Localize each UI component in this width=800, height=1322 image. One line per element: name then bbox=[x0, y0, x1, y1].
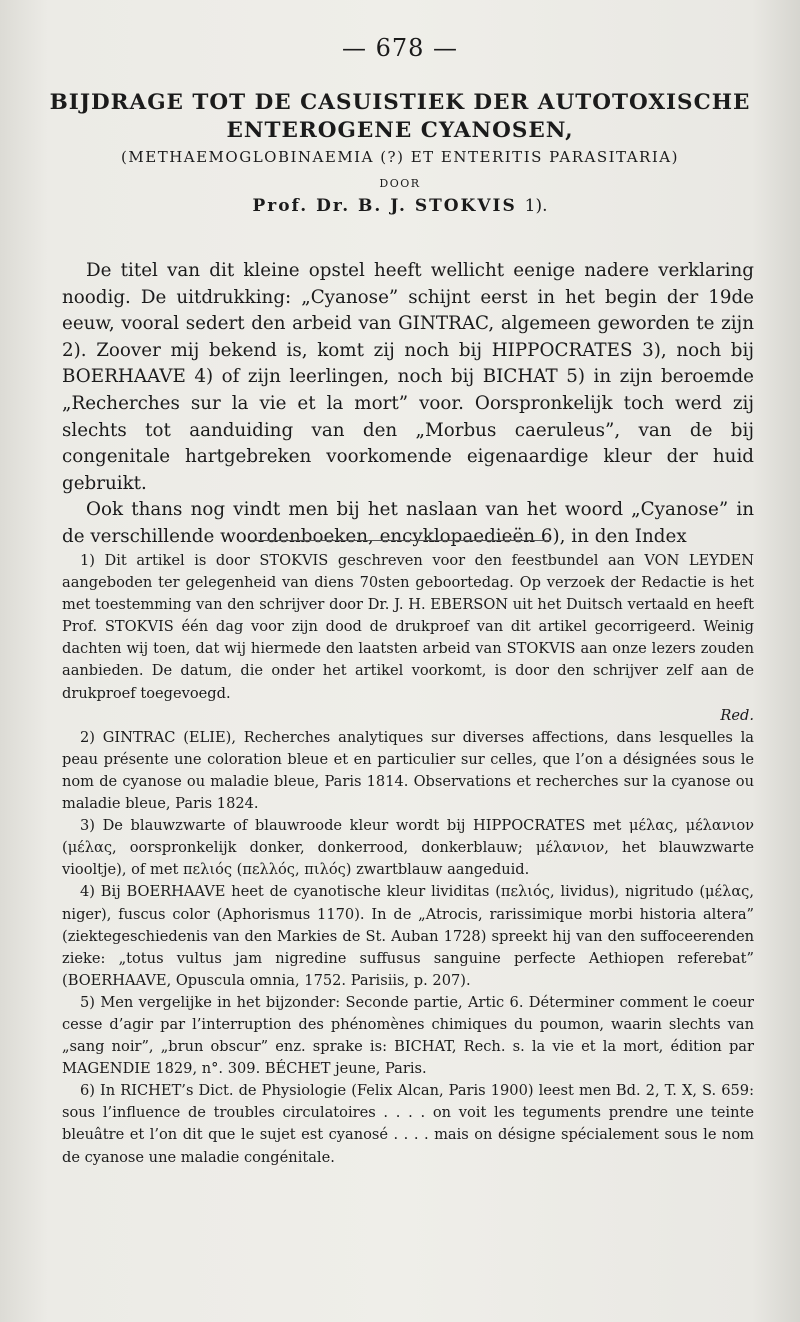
article-title-line1: BIJDRAGE TOT DE CASUISTIEK DER AUTOTOXISCHE bbox=[49, 90, 751, 115]
footnote-5: 5) Men vergelijke in het bijzonder: Seconde partie, Artic 6. Déterminer comment le coeur cesse d’agir par l’interruption des phénomènes chimiques du poumon, waarin slechts van „sang noir”, „brun obscur” enz. sprake is: BICHAT, Rech. s. la vie et la mort, édition par MAGENDIE 1829, n°. 309. BÉCHET jeune, Paris. bbox=[62, 993, 754, 1078]
footnote-1-signature: Red. bbox=[720, 706, 754, 724]
footnote-2: 2) GINTRAC (ELIE), Recherches analytiques sur diverses affections, dans lesquelles la peau présente une coloration bleue et en particulier sur celles, que l’on a désignées sous le nom de cyanose ou maladie bleue, Paris 1814. Observations et recherches sur la cyanose ou maladie bleue, Paris 1824. bbox=[62, 728, 754, 813]
body-paragraph-2: Ook thans nog vindt men bij het naslaan van het woord „Cyanose” in de verschillende woordenboeken, encyklopaedieën 6), in den Index bbox=[62, 499, 754, 547]
footnote-4: 4) Bij BOERHAAVE heet de cyanotische kleur lividitas (πελιός, lividus), nigritudo (μέλας, niger), fuscus color (Aphorismus 1170). In de „Atrocis, rarissimique morbi historia altera” (ziektegeschiedenis van den Markies de St. Auban 1728) spreekt hij van den suffoceerenden zieke: „totus vultus jam nigredine suffusus sanguine perfecte Aethiopen referebat” (BOERHAAVE, Opuscula omnia, 1752. Parisiis, p. 207). bbox=[62, 883, 754, 989]
byline-door: DOOR bbox=[379, 177, 421, 190]
author-name: Prof. Dr. B. J. STOKVIS bbox=[252, 196, 517, 216]
author-footnote-ref: 1). bbox=[524, 196, 548, 216]
main-text bbox=[62, 258, 754, 551]
body-paragraph-1: De titel van dit kleine opstel heeft wellicht eenige nadere verklaring noodig. De uitdrukking: „Cyanose” schijnt eerst in het begin der 19de eeuw, vooral sedert den arbeid van GINTRAC, algemeen geworden te zijn 2). Zoover mij bekend is, komt zij noch bij HIPPOCRATES 3), noch bij BOERHAAVE 4) of zijn leerlingen, noch bij BICHAT 5) in zijn beroemde „Recherches sur la vie et la mort” voor. Oorspronkelijk toch werd zij slechts tot aanduiding van den „Morbus caeruleus”, van de bij congenitale hartgebreken voorkomende eigenaardige kleur der huid gebruikt. bbox=[62, 260, 754, 494]
article-subtitle: (METHAEMOGLOBINAEMIA (?) ET ENTERITIS PARASITARIA) bbox=[121, 148, 679, 166]
footnotes bbox=[62, 550, 754, 1169]
author-line bbox=[0, 196, 800, 216]
footnote-6: 6) In RICHET’s Dict. de Physiologie (Felix Alcan, Paris 1900) leest men Bd. 2, T. X, S. 659: sous l’influence de troubles circulatoires . . . . on voit les teguments prendre une teinte bleuâtre et l’on dit que le sujet est cyanosé . . . . mais on désigne spécialement sous le nom de cyanose une maladie congénitale. bbox=[62, 1082, 754, 1166]
article-title-line2: ENTEROGENE CYANOSEN, bbox=[226, 118, 574, 143]
footnote-divider bbox=[250, 540, 550, 541]
footnote-1: 1) Dit artikel is door STOKVIS geschreven voor den feestbundel aan VON LEYDEN aangeboden ter gelegenheid van diens 70sten geboortedag. Op verzoek der Redactie is het met toestemming van den schrijver door Dr. J. H. EBERSON uit het Duitsch vertaald en heeft Prof. STOKVIS één dag voor zijn dood de drukproef van dit artikel gecorrigeerd. Weinig dachten wij toen, dat wij hiermede den laatsten arbeid van STOKVIS aan onze lezers zouden aanbieden. De datum, die onder het artikel voorkomt, is door den schrijver zelf aan de drukproef toegevoegd. bbox=[62, 552, 754, 702]
page-number: — 678 — bbox=[341, 34, 459, 62]
footnote-3: 3) De blauwzwarte of blauwroode kleur wordt bij HIPPOCRATES met μέλας, μέλανιον (μέλας, oorspronkelijk donker, donkerrood, donkerblauw; μέλανιον, het blauwzwarte viooltje), of met πελιός (πελλός, πιλός) zwartblauw aangeduid. bbox=[62, 817, 754, 879]
